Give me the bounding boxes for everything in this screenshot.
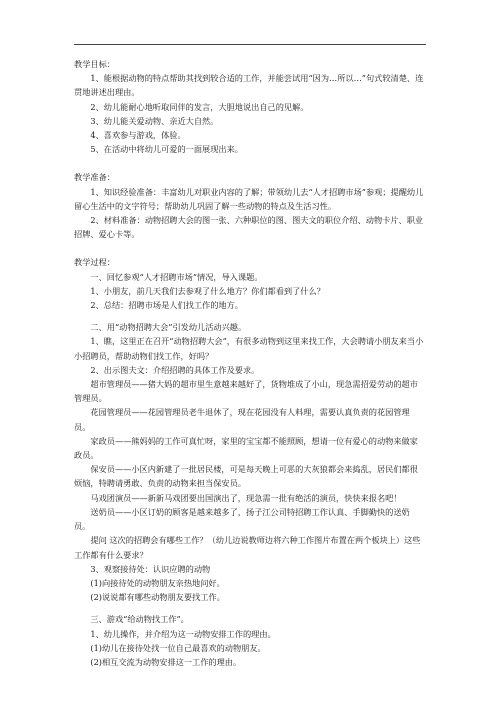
goal-item: 2、幼儿能耐心地听取同伴的发言，大胆地说出自己的见解。 bbox=[90, 101, 309, 112]
process-step: (2)相互交流为动物安排这一工作的理由。 bbox=[90, 656, 242, 667]
job-description: 马戏团演员——新新马戏团要出国演出了，现急需一批有绝活的演员，快快来报名吧！ bbox=[90, 492, 402, 503]
process-step: (1)向接待处的动物朋友亲热地问好。 bbox=[90, 577, 225, 588]
process-step: 3、观察接待处：认识应聘的动物 bbox=[90, 563, 211, 574]
process-heading: 教学过程： bbox=[74, 257, 115, 268]
process-step: (2)说说都有哪些动物朋友要找工作。 bbox=[90, 592, 225, 603]
job-description: 超市管理员——猪大妈的超市里生意越来越好了，货物堆成了小山，现急需招爱劳动的超市管理员。 bbox=[74, 379, 418, 404]
job-description: 保安员——小区内新建了一批居民楼，可是每天晚上可恶的大灰狼都会来捣乱，居民们都很烦恼，特聘请勇敢、负责的动物来担当保安员。 bbox=[74, 464, 418, 489]
process-step: 1、幼儿操作，并介绍为这一动物安排工作的理由。 bbox=[90, 628, 276, 639]
goal-item: 1、能根据动物的特点帮助其找到较合适的工作，并能尝试用“因为…所以…”句式较清楚、连贯地讲述出理由。 bbox=[74, 73, 424, 98]
process-step: 二、用“动物招聘大会”引发幼儿活动兴趣。 bbox=[90, 322, 247, 333]
goals-heading: 教学目标： bbox=[74, 59, 115, 69]
process-step: 2、出示图夫文：介绍招聘的具体工作及要求。 bbox=[90, 364, 260, 375]
prep-item: 2、材料准备：动物招聘大会的图一张、六种职位的图、图夫文的职位介绍、动物卡片、职业招牌、爱心卡等。 bbox=[74, 215, 424, 240]
process-step: 提问 这次的招聘会有哪些工作？（幼儿边说教师边将六种工作图片布置在两个板块上）这些工作都有什么要求？ bbox=[74, 535, 421, 560]
prep-item: 1、知识经验准备：丰富幼儿对职业内容的了解；带领幼儿去“人才招聘市场”参观；提醒幼儿留心生活中的文字符号；帮助幼儿巩固了解一些动物的特点及生活习性。 bbox=[74, 186, 424, 211]
goal-item: 3、幼儿能关爱动物、亲近大自然。 bbox=[90, 115, 219, 126]
job-description: 花园管理员——花园管理员老牛退休了，现在花园没有人料理，需要认真负责的花园管理员。 bbox=[74, 407, 410, 432]
header-rule bbox=[74, 44, 426, 45]
goal-item: 4、喜欢参与游戏，体验。 bbox=[90, 130, 186, 141]
process-step: (1)幼儿在接待处找一位自己最喜欢的动物朋友。 bbox=[90, 642, 266, 653]
process-step: 1、瞧，这里正在召开“动物招聘大会”，有很多动物到这里来找工作，大会聘请小朋友来当小小招聘员，帮助动物们找工作，好吗？ bbox=[74, 336, 424, 361]
process-step: 2、总结：招聘市场是人们找工作的地方。 bbox=[90, 300, 243, 311]
process-step: 一、回忆参观“人才招聘市场”情况，导入课题。 bbox=[90, 271, 263, 282]
prep-heading: 教学准备： bbox=[74, 172, 115, 183]
job-description: 家政员——熊妈妈的工作可真忙呀，家里的宝宝都不能照顾，想请一位有爱心的动物来做家政员。 bbox=[74, 435, 418, 461]
process-step: 1、小朋友，前几天我们去参观了什么地方？你们都看到了什么？ bbox=[90, 285, 325, 296]
lesson-plan-document bbox=[74, 57, 426, 669]
goal-item: 5、在活动中将幼儿可爱的一面展现出来。 bbox=[90, 144, 243, 155]
job-description: 送奶员——小区订奶的顾客是越来越多了，扬子江公司特招聘工作认真、手脚勤快的送奶员。 bbox=[74, 506, 410, 532]
process-step: 三、游戏“给动物找工作”。 bbox=[90, 614, 189, 625]
